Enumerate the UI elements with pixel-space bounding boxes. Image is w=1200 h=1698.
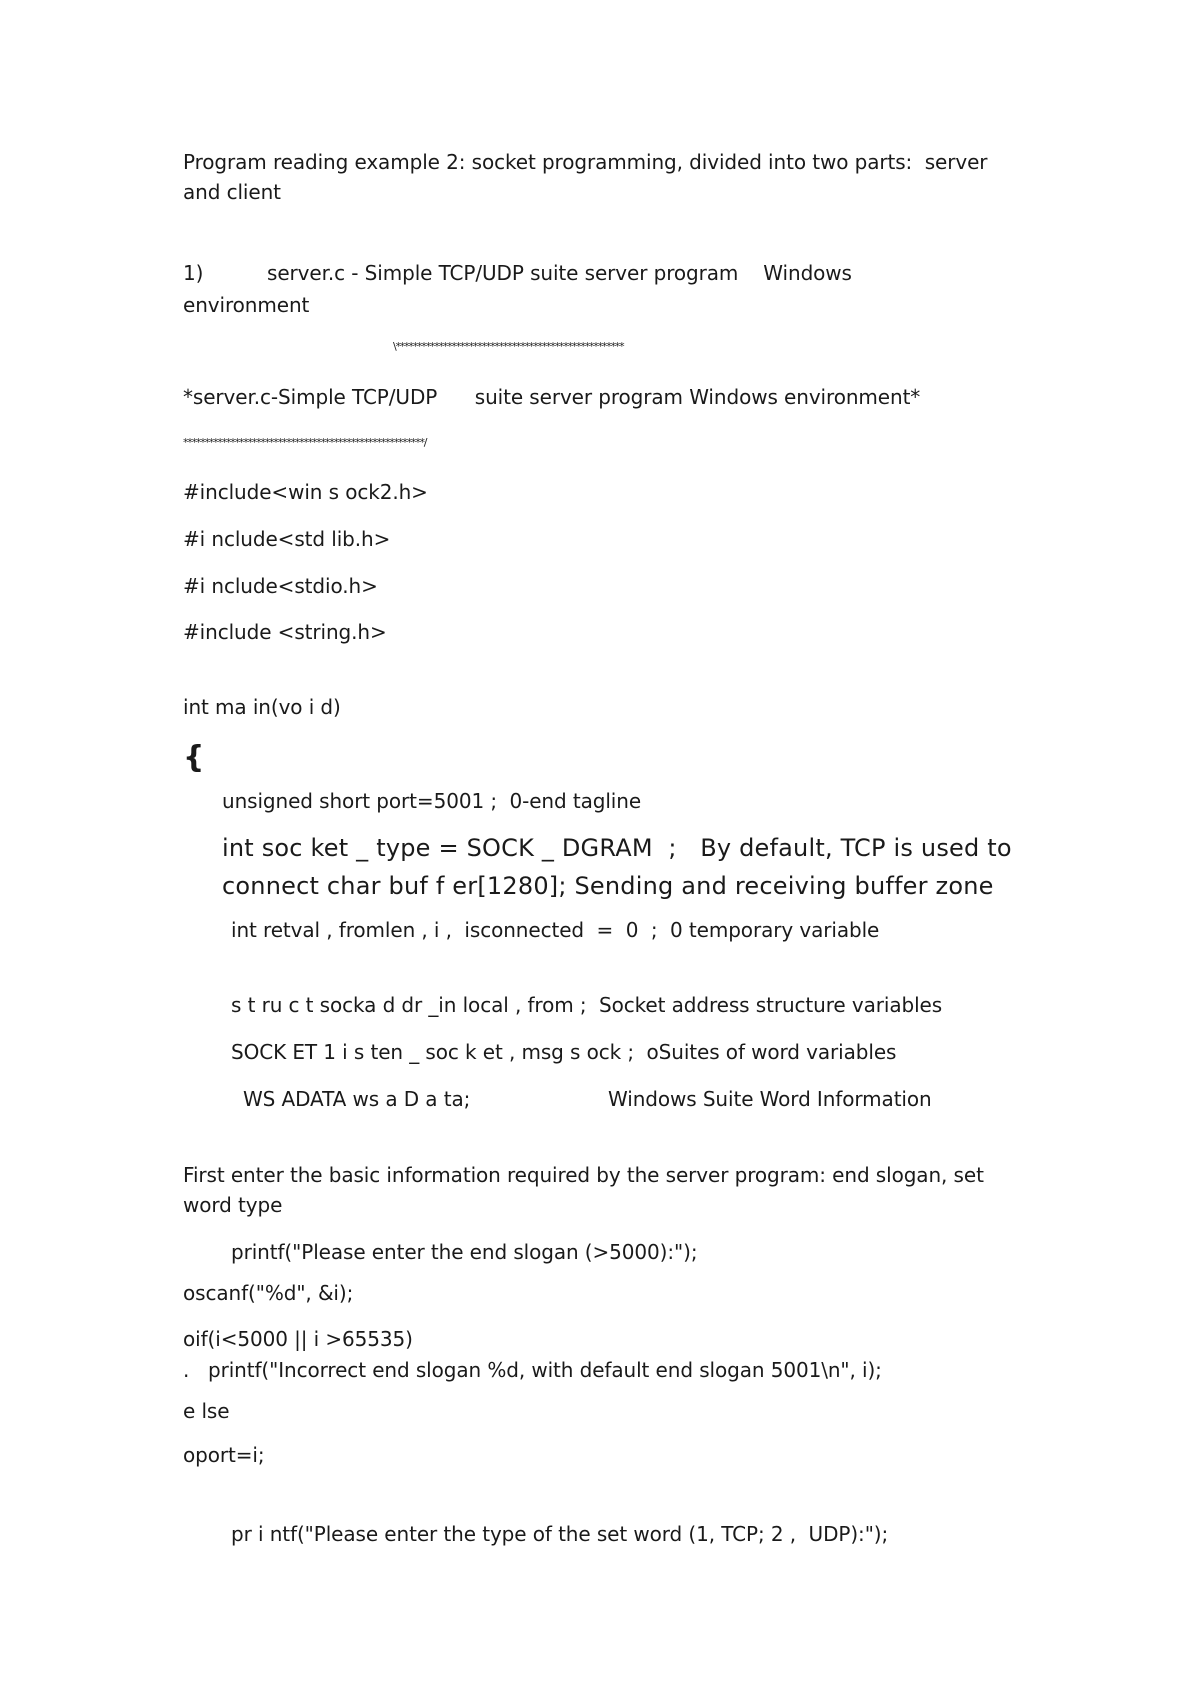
printf-socket-type: pr i ntf("Please enter the type of the set word (1, TCP; 2 , UDP):");	[231, 1522, 889, 1546]
comment-middle: *server.c-Simple TCP/UDP suite server program Windows environment*	[183, 385, 921, 409]
printf-end-slogan: printf("Please enter the end slogan (>5000):");	[231, 1240, 698, 1264]
section-1-title: server.c - Simple TCP/UDP suite server program Windows	[267, 261, 852, 285]
printf-incorrect: printf("Incorrect end slogan %d, with default end slogan 5001\n", i);	[208, 1358, 882, 1382]
include-stdlib: #i nclude<std lib.h>	[183, 527, 391, 551]
intro-line-2: and client	[183, 180, 281, 204]
else-line: e lse	[183, 1399, 230, 1423]
socket-type-line-2: connect char buf f er[1280]; Sending and receiving buffer zone	[222, 872, 994, 900]
printf-incorrect-prefix: .	[183, 1358, 190, 1382]
comment-close: ********************************************************/	[183, 436, 427, 449]
wsadata-declaration: WS ADATA ws a D a ta;	[243, 1087, 471, 1111]
paragraph-first-line-1: First enter the basic information required by the server program: end slogan, set	[183, 1163, 984, 1187]
paragraph-first-line-2: word type	[183, 1193, 283, 1217]
section-1-number: 1)	[183, 261, 204, 285]
open-brace: {	[183, 740, 205, 775]
if-condition: oif(i<5000 || i >65535)	[183, 1327, 413, 1351]
socket-type-line-1: int soc ket _ type = SOCK _ DGRAM ; By default, TCP is used to	[222, 834, 1012, 862]
retval-declaration: int retval , fromlen , i , isconnected = 0 ; 0 temporary variable	[231, 918, 880, 942]
socket-declaration: SOCK ET 1 i s ten _ soc k et , msg s ock ; oSuites of word variables	[231, 1040, 897, 1064]
main-declaration: int ma in(vo i d)	[183, 695, 341, 719]
include-string: #include <string.h>	[183, 620, 387, 644]
comment-open: \*****************************************************	[393, 340, 624, 353]
wsadata-comment: Windows Suite Word Information	[608, 1087, 932, 1111]
section-1-title-cont: environment	[183, 293, 310, 317]
scanf-line: oscanf("%d", &i);	[183, 1281, 354, 1305]
struct-declaration: s t ru c t socka d dr _in local , from ; Socket address structure variables	[231, 993, 943, 1017]
port-assign: oport=i;	[183, 1443, 265, 1467]
intro-line-1: Program reading example 2: socket programming, divided into two parts: server	[183, 150, 988, 174]
port-declaration: unsigned short port=5001 ; 0-end tagline	[222, 789, 642, 813]
include-stdio: #i nclude<stdio.h>	[183, 574, 378, 598]
include-winsock: #include<win s ock2.h>	[183, 480, 428, 504]
